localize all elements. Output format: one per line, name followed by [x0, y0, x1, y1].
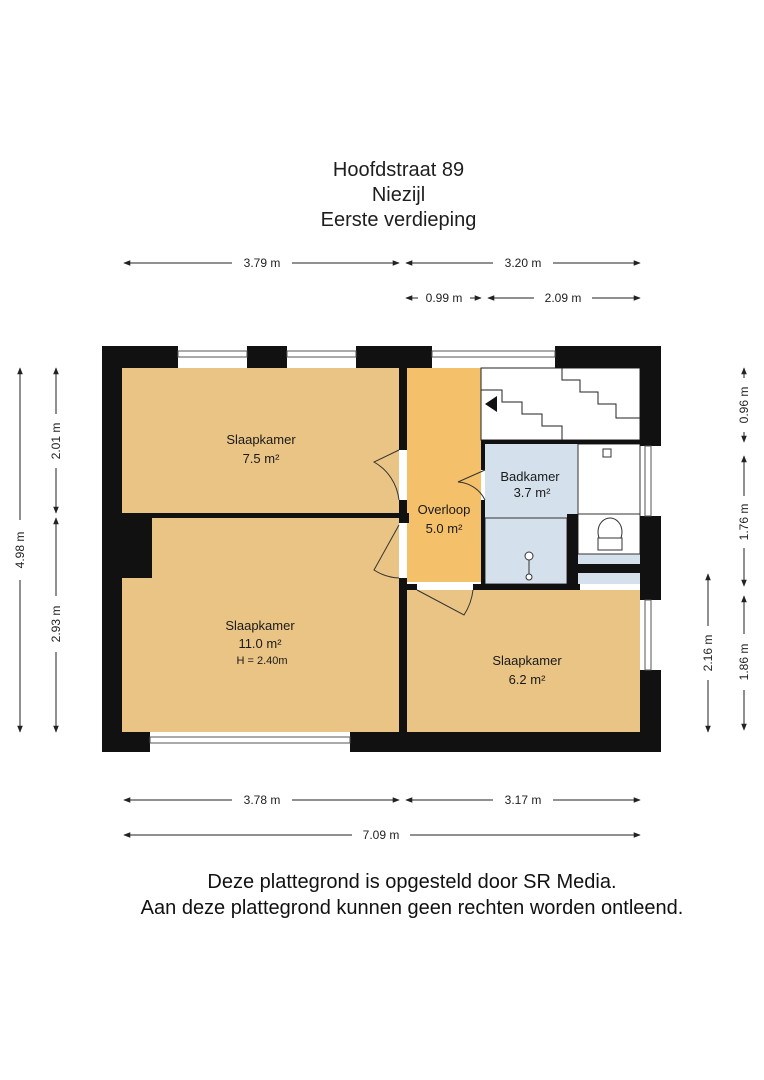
room-name: Badkamer	[500, 469, 560, 484]
disclaimer-line-1: Deze plattegrond is opgesteld door SR Media.	[207, 871, 617, 893]
toilet	[578, 514, 640, 554]
dimension-right-bottom	[737, 596, 751, 730]
room-name: Slaapkamer	[225, 618, 295, 633]
dimension-label: 3.78 m	[243, 793, 281, 807]
dimension-bottom-left	[124, 793, 399, 807]
dimension-top-sub-1	[406, 291, 481, 305]
dimension-left-lower	[49, 518, 63, 732]
dimension-top-right	[406, 256, 640, 270]
city-line: Niezijl	[371, 184, 426, 206]
disclaimer-line-2: Aan deze plattegrond kunnen geen rechten worden ontleend.	[140, 897, 684, 919]
dimension-left-upper	[49, 368, 63, 513]
dimension-label: 2.93 m	[49, 605, 63, 643]
shower	[485, 518, 567, 584]
dimension-left-total	[13, 368, 27, 732]
dimension-label: 0.96 m	[737, 386, 751, 424]
dimension-top-sub-2	[488, 291, 640, 305]
room-area: 6.2 m²	[508, 672, 546, 687]
dimension-bottom-right	[406, 793, 640, 807]
staircase	[481, 368, 640, 440]
dimension-label: 7.09 m	[362, 828, 400, 842]
room-area: 7.5 m²	[242, 451, 280, 466]
room-name: Slaapkamer	[226, 432, 296, 447]
dimension-label: 3.79 m	[243, 256, 281, 270]
room-area: 11.0 m²	[238, 636, 282, 651]
dimension-label: 1.86 m	[737, 643, 751, 681]
dimension-bottom-total	[124, 828, 640, 842]
dimension-right-inner	[701, 574, 715, 732]
dimension-label: 3.17 m	[504, 793, 542, 807]
dimension-label: 3.20 m	[504, 256, 542, 270]
dimension-label: 2.01 m	[49, 422, 63, 460]
landing-floor	[407, 368, 481, 582]
address-line: Hoofdstraat 89	[332, 159, 465, 181]
dimension-label: 4.98 m	[13, 531, 27, 569]
room-name: Slaapkamer	[492, 653, 562, 668]
dimension-right-mid	[737, 456, 751, 586]
dimension-right-top	[737, 368, 751, 442]
dimension-label: 2.16 m	[701, 634, 715, 672]
bathtub	[578, 444, 640, 514]
room-area: 3.7 m²	[513, 485, 551, 500]
room-height: H = 2.40m	[236, 655, 288, 667]
dimension-label: 1.76 m	[737, 503, 751, 541]
room-name: Overloop	[417, 502, 471, 517]
room-area: 5.0 m²	[425, 521, 463, 536]
floor-name: Eerste verdieping	[320, 209, 477, 231]
dimension-label: 0.99 m	[425, 291, 463, 305]
dimension-top-left	[124, 256, 399, 270]
dimension-label: 2.09 m	[544, 291, 582, 305]
